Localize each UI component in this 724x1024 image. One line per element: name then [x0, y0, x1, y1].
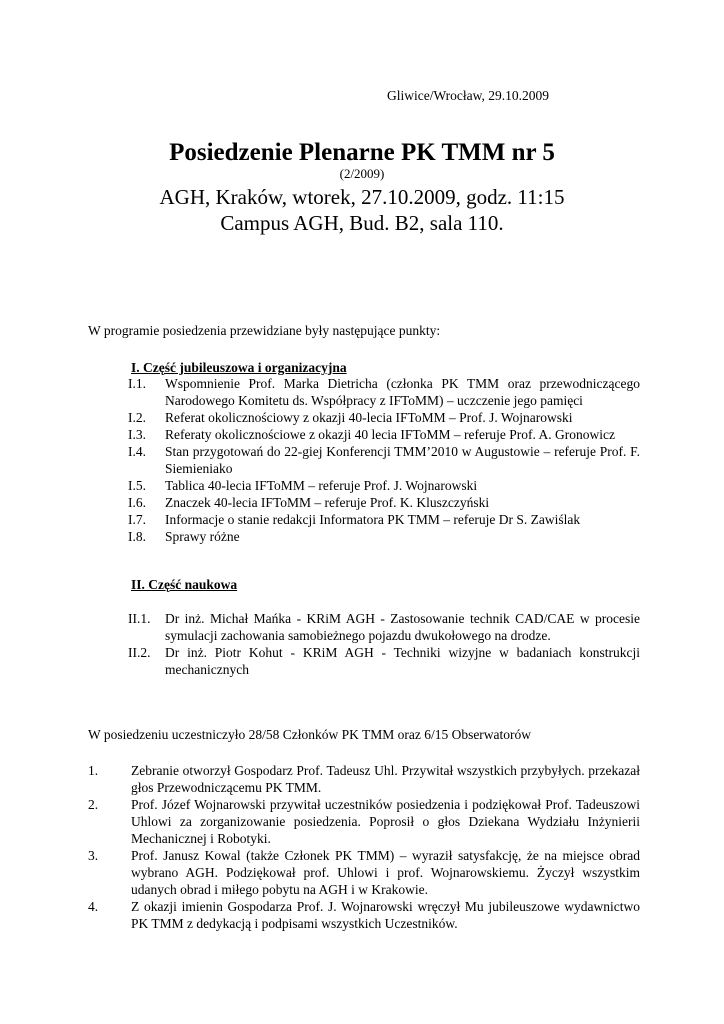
- minutes-item: [88, 847, 640, 898]
- minutes-item-text: Z okazji imienin Gospodarza Prof. J. Wojnarowski wręczył Mu jubileuszowe wydawnictwo PK TMM z dedykacją i podpisami wszystkich Uczestników.: [131, 899, 640, 931]
- agenda-item-text: Stan przygotowań do 22-giej Konferencji TMM’2010 w Augustowie – referuje Prof. F. Siemieniako: [165, 444, 640, 476]
- agenda-item-text: Znaczek 40-lecia IFToMM – referuje Prof. K. Kluszczyński: [165, 495, 490, 510]
- minutes-item: [88, 796, 640, 847]
- agenda-item: [128, 644, 640, 678]
- minutes-item-number: 1.: [88, 763, 99, 778]
- minutes-item-text: Zebranie otworzył Gospodarz Prof. Tadeusz Uhl. Przywitał wszystkich przybyłych. przekazał głos Przewodniczącemu PK TMM.: [131, 763, 640, 795]
- agenda-item-text: Referaty okolicznościowe z okazji 40 lecia IFToMM – referuje Prof. A. Gronowicz: [165, 427, 616, 442]
- section-2-list: [128, 610, 640, 678]
- agenda-item-text: Dr inż. Michał Mańka - KRiM AGH - Zastosowanie technik CAD/CAE w procesie symulacji zachowania samobieżnego pojazdu dwukołowego na drodze.: [165, 611, 640, 643]
- agenda-item-text: Dr inż. Piotr Kohut - KRiM AGH - Techniki wizyjne w badaniach konstrukcji mechanicznych: [165, 645, 640, 677]
- agenda-item: [128, 494, 640, 511]
- agenda-item-number: I.8.: [128, 529, 146, 544]
- minutes-item-number: 2.: [88, 797, 99, 812]
- agenda-item-text: Referat okolicznościowy z okazji 40-lecia IFToMM – Prof. J. Wojnarowski: [165, 410, 573, 425]
- section-1-heading: I. Część jubileuszowa i organizacyjna: [131, 360, 347, 375]
- section-1-list: [128, 375, 640, 545]
- agenda-item-text: Sprawy różne: [165, 529, 240, 544]
- agenda-intro: W programie posiedzenia przewidziane były następujące punkty:: [88, 323, 441, 338]
- agenda-item: [128, 511, 640, 528]
- agenda-item: [128, 443, 640, 477]
- minutes-item-number: 4.: [88, 899, 99, 914]
- agenda-item-text: Informacje o stanie redakcji Informatora PK TMM – referuje Dr S. Zawiślak: [165, 512, 581, 527]
- agenda-item: [128, 409, 640, 426]
- agenda-item: [128, 610, 640, 644]
- meeting-location-date: AGH, Kraków, wtorek, 27.10.2009, godz. 11:15: [159, 185, 565, 209]
- minutes-item-number: 3.: [88, 848, 99, 863]
- minutes-item-text: Prof. Janusz Kowal (także Członek PK TMM) – wyraził satysfakcję, że na miejsce obrad wybrano AGH. Podziękował prof. Uhlowi i prof. Wojnarowskiemu. Życzył wszystkim udanych obrad i miłego pobytu na AGH i w Krakowie.: [131, 848, 640, 897]
- section-2-heading: II. Część naukowa: [131, 577, 238, 592]
- agenda-item-text: Tablica 40-lecia IFToMM – referuje Prof. J. Wojnarowski: [165, 478, 478, 493]
- agenda-item-number: I.4.: [128, 444, 146, 459]
- agenda-item: [128, 375, 640, 409]
- meeting-venue: Campus AGH, Bud. B2, sala 110.: [220, 211, 504, 235]
- minutes-item-text: Prof. Józef Wojnarowski przywitał uczestników posiedzenia i podziękował Prof. Tadeuszowi Uhlowi za zorganizowanie posiedzenia. Poprosił o głos Dziekana Wydziału Inżynierii Mechanicznej i Robotyki.: [131, 797, 640, 846]
- agenda-item-number: I.6.: [128, 495, 146, 510]
- agenda-item-number: I.7.: [128, 512, 146, 527]
- agenda-item-number: II.1.: [128, 611, 151, 626]
- minutes-item: [88, 898, 640, 932]
- agenda-item-number: I.2.: [128, 410, 146, 425]
- agenda-item-number: I.1.: [128, 376, 146, 391]
- agenda-item-number: I.5.: [128, 478, 146, 493]
- attendance-note: W posiedzeniu uczestniczyło 28/58 Członków PK TMM oraz 6/15 Obserwatorów: [88, 727, 532, 742]
- agenda-item-text: Wspomnienie Prof. Marka Dietricha (członka PK TMM oraz przewodniczącego Narodowego Komitetu ds. Współpracy z IFToMM) – uczczenie jego pamięci: [165, 376, 640, 408]
- agenda-item-number: II.2.: [128, 645, 151, 660]
- date-place: Gliwice/Wrocław, 29.10.2009: [387, 88, 550, 103]
- agenda-item: [128, 477, 640, 494]
- meeting-number: (2/2009): [339, 166, 385, 181]
- minutes-list: [88, 762, 640, 932]
- agenda-item: [128, 528, 640, 545]
- agenda-item-number: I.3.: [128, 427, 146, 442]
- agenda-item: [128, 426, 640, 443]
- page-title: Posiedzenie Plenarne PK TMM nr 5: [169, 139, 555, 166]
- minutes-item: [88, 762, 640, 796]
